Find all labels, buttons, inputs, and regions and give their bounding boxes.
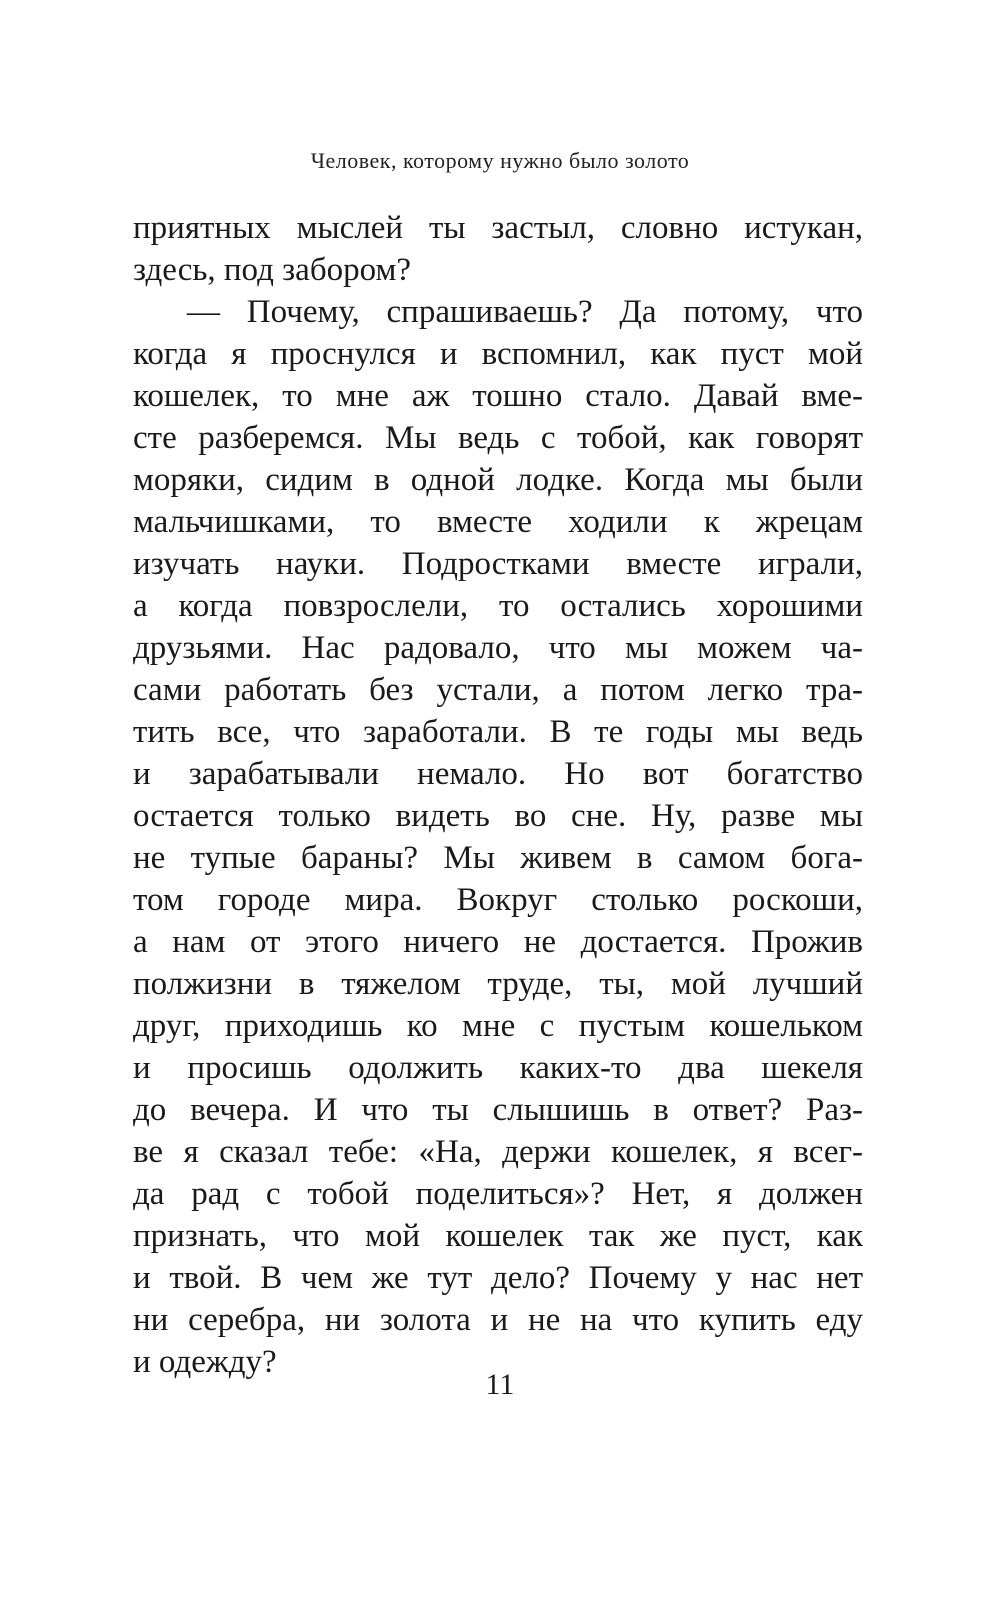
text-line: приятных мыслей ты застыл, словно истукан,	[133, 210, 863, 246]
text-line: и твой. В чем же тут дело? Почему у нас нет	[133, 1260, 863, 1296]
text-line: до вечера. И что ты слышишь в ответ? Раз-	[133, 1092, 863, 1128]
text-line: ни серебра, ни золота и не на что купить еду	[133, 1302, 863, 1338]
running-head: Человек, которому нужно было золото	[310, 148, 690, 173]
text-line: сами работать без устали, а потом легко тра-	[133, 672, 863, 708]
text-line: остается только видеть во сне. Ну, разве мы	[133, 798, 863, 834]
text-line: кошелек, то мне аж тошно стало. Давай вме-	[133, 378, 863, 414]
text-line: признать, что мой кошелек так же пуст, как	[133, 1218, 863, 1254]
text-line: полжизни в тяжелом труде, ты, мой лучший	[133, 966, 863, 1002]
text-line: друзьями. Нас радовало, что мы можем ча-	[133, 630, 863, 666]
text-line: моряки, сидим в одной лодке. Когда мы были	[133, 462, 863, 498]
text-line: да рад с тобой поделиться»? Нет, я должен	[133, 1176, 863, 1212]
text-line: тить все, что заработали. В те годы мы ведь	[133, 714, 863, 750]
text-line: и просишь одолжить каких-то два шекеля	[133, 1050, 863, 1086]
text-line: а когда повзрослели, то остались хорошими	[133, 588, 863, 624]
text-line: здесь, под забором?	[133, 252, 412, 288]
text-line: когда я проснулся и вспомнил, как пуст мой	[133, 336, 863, 372]
text-line: и одежду?	[133, 1344, 277, 1380]
text-line: друг, приходишь ко мне с пустым кошельком	[133, 1008, 863, 1044]
text-line: — Почему, спрашиваешь? Да потому, что	[187, 294, 863, 330]
text-line: изучать науки. Подростками вместе играли,	[133, 546, 863, 582]
body-text	[133, 207, 863, 1383]
text-line: и зарабатывали немало. Но вот богатство	[133, 756, 863, 792]
text-line: а нам от этого ничего не достается. Прожив	[133, 924, 863, 960]
text-line: мальчишками, то вместе ходили к жрецам	[133, 504, 863, 540]
text-line: сте разберемся. Мы ведь с тобой, как говорят	[133, 420, 863, 456]
text-line: не тупые бараны? Мы живем в самом бога-	[133, 840, 863, 876]
text-line: ве я сказал тебе: «На, держи кошелек, я всег-	[133, 1134, 863, 1170]
text-line: том городе мира. Вокруг столько роскоши,	[133, 882, 863, 918]
page-number: 11	[485, 1368, 515, 1401]
